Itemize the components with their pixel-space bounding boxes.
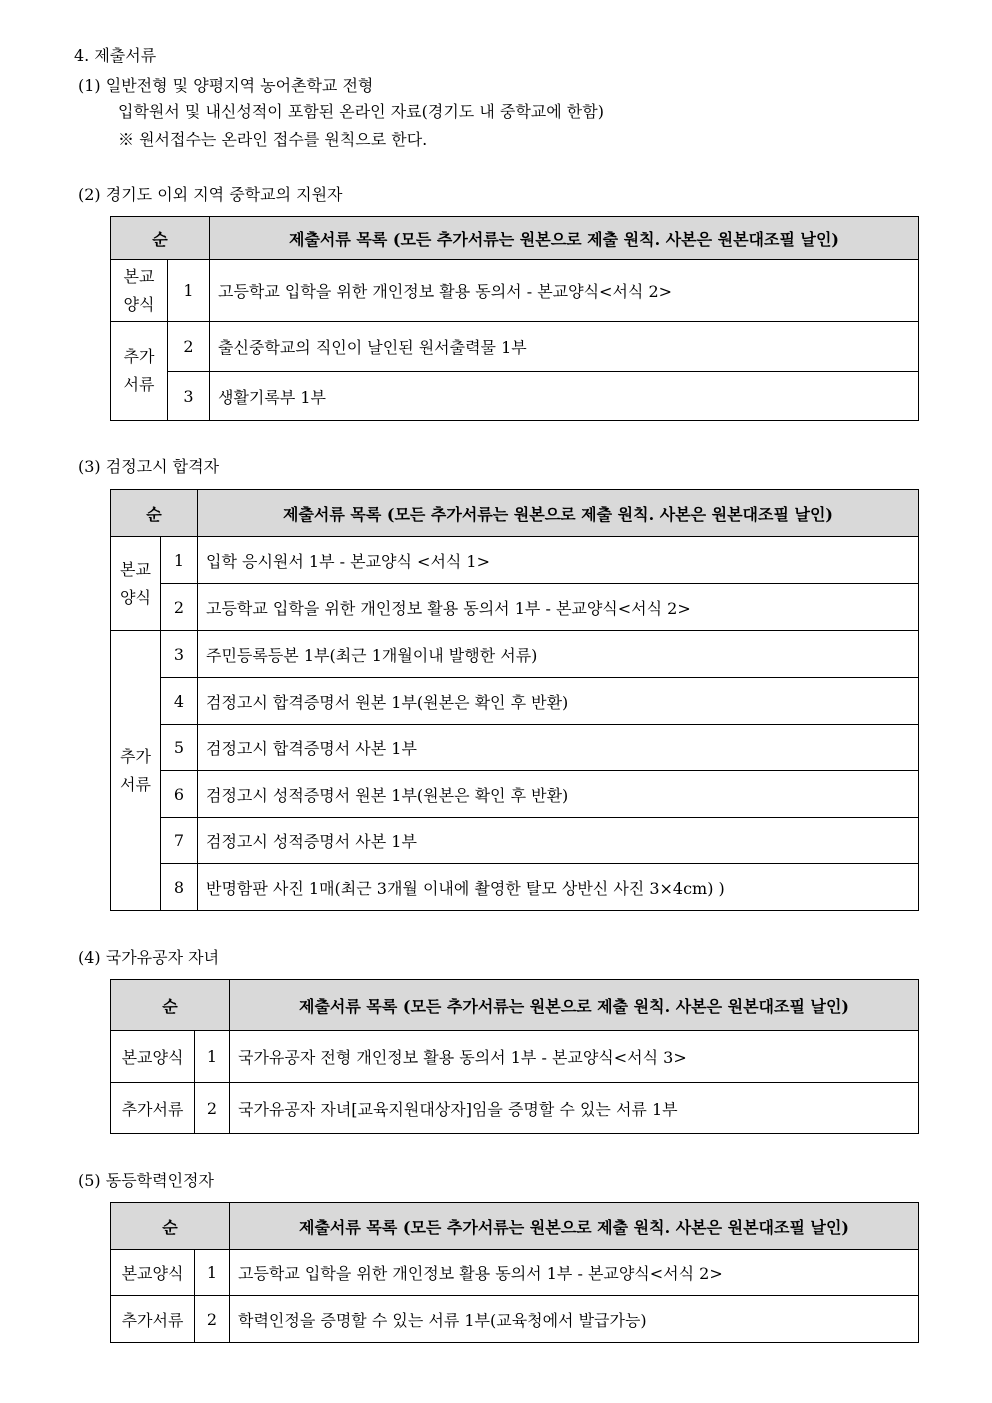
row-document: 학력인정을 증명할 수 있는 서류 1부(교육청에서 발급가능) xyxy=(230,1296,919,1343)
subsection-1-note: ※ 원서접수는 온라인 접수를 원칙으로 한다. xyxy=(118,130,428,149)
row-document: 국가유공자 전형 개인정보 활용 동의서 1부 - 본교양식<서식 3> xyxy=(230,1031,919,1083)
category-school-form: 본교 양식 xyxy=(111,260,168,322)
table-national-merit xyxy=(110,979,919,1134)
subsection-2-title: (2) 경기도 이외 지역 중학교의 지원자 xyxy=(78,185,343,204)
table-row xyxy=(111,678,919,725)
row-document: 국가유공자 자녀[교육지원대상자]임을 증명할 수 있는 서류 1부 xyxy=(230,1083,919,1134)
row-document: 검정고시 성적증명서 원본 1부(원본은 확인 후 반환) xyxy=(198,771,919,818)
subsection-4-title: (4) 국가유공자 자녀 xyxy=(78,948,220,967)
table-row xyxy=(111,1031,919,1083)
table-ged-passers xyxy=(110,489,919,911)
table-header-row xyxy=(111,1203,919,1250)
table-equivalent-education xyxy=(110,1202,919,1343)
table-row xyxy=(111,372,919,421)
row-document: 검정고시 성적증명서 사본 1부 xyxy=(198,818,919,864)
category-school-form: 본교양식 xyxy=(111,1250,195,1296)
row-number: 2 xyxy=(168,322,210,372)
table-row xyxy=(111,1296,919,1343)
header-list: 제출서류 목록 (모든 추가서류는 원본으로 제출 원칙. 사본은 원본대조필 날인) xyxy=(198,490,919,537)
header-list: 제출서류 목록 (모든 추가서류는 원본으로 제출 원칙. 사본은 원본대조필 날인) xyxy=(230,980,919,1031)
table-row xyxy=(111,771,919,818)
row-document: 생활기록부 1부 xyxy=(210,372,919,421)
table-row xyxy=(111,631,919,678)
table-row xyxy=(111,584,919,631)
category-school-form: 본교 양식 xyxy=(111,537,161,631)
table-row xyxy=(111,260,919,322)
table-row xyxy=(111,818,919,864)
category-additional-docs: 추가 서류 xyxy=(111,631,161,911)
table-row xyxy=(111,322,919,372)
header-list: 제출서류 목록 (모든 추가서류는 원본으로 제출 원칙. 사본은 원본대조필 날인) xyxy=(230,1203,919,1250)
row-number: 4 xyxy=(161,678,198,725)
subsection-5-title: (5) 동등학력인정자 xyxy=(78,1171,214,1190)
table-row xyxy=(111,537,919,584)
table-header-row xyxy=(111,217,919,260)
header-no: 순 xyxy=(111,490,198,537)
row-document: 고등학교 입학을 위한 개인정보 활용 동의서 1부 - 본교양식<서식 2> xyxy=(230,1250,919,1296)
row-document: 출신중학교의 직인이 날인된 원서출력물 1부 xyxy=(210,322,919,372)
table-row xyxy=(111,725,919,771)
row-number: 1 xyxy=(195,1250,230,1296)
category-school-form: 본교양식 xyxy=(111,1031,195,1083)
row-document: 검정고시 합격증명서 사본 1부 xyxy=(198,725,919,771)
section-title: 4. 제출서류 xyxy=(74,46,157,65)
category-additional-docs: 추가서류 xyxy=(111,1083,195,1134)
category-additional-docs: 추가 서류 xyxy=(111,322,168,421)
table-header-row xyxy=(111,980,919,1031)
table-row xyxy=(111,864,919,911)
table-header-row xyxy=(111,490,919,537)
table-out-of-province xyxy=(110,216,919,421)
row-document: 고등학교 입학을 위한 개인정보 활용 동의서 - 본교양식<서식 2> xyxy=(210,260,919,322)
row-number: 5 xyxy=(161,725,198,771)
row-document: 입학 응시원서 1부 - 본교양식 <서식 1> xyxy=(198,537,919,584)
subsection-3-title: (3) 검정고시 합격자 xyxy=(78,457,220,476)
row-document: 검정고시 합격증명서 원본 1부(원본은 확인 후 반환) xyxy=(198,678,919,725)
table-row xyxy=(111,1083,919,1134)
subsection-1-title: (1) 일반전형 및 양평지역 농어촌학교 전형 xyxy=(78,76,374,95)
subsection-1-description: 입학원서 및 내신성적이 포함된 온라인 자료(경기도 내 중학교에 한함) xyxy=(118,102,604,121)
row-number: 2 xyxy=(195,1083,230,1134)
header-list: 제출서류 목록 (모든 추가서류는 원본으로 제출 원칙. 사본은 원본대조필 날인) xyxy=(210,217,919,260)
row-number: 2 xyxy=(161,584,198,631)
header-no: 순 xyxy=(111,1203,230,1250)
row-number: 3 xyxy=(161,631,198,678)
row-number: 8 xyxy=(161,864,198,911)
row-number: 1 xyxy=(168,260,210,322)
table-row xyxy=(111,1250,919,1296)
row-document: 반명함판 사진 1매(최근 3개월 이내에 촬영한 탈모 상반신 사진 3×4cm) ) xyxy=(198,864,919,911)
row-number: 1 xyxy=(161,537,198,584)
header-no: 순 xyxy=(111,217,210,260)
row-number: 6 xyxy=(161,771,198,818)
category-additional-docs: 추가서류 xyxy=(111,1296,195,1343)
row-number: 2 xyxy=(195,1296,230,1343)
row-document: 주민등록등본 1부(최근 1개월이내 발행한 서류) xyxy=(198,631,919,678)
row-number: 7 xyxy=(161,818,198,864)
header-no: 순 xyxy=(111,980,230,1031)
row-number: 3 xyxy=(168,372,210,421)
row-document: 고등학교 입학을 위한 개인정보 활용 동의서 1부 - 본교양식<서식 2> xyxy=(198,584,919,631)
row-number: 1 xyxy=(195,1031,230,1083)
